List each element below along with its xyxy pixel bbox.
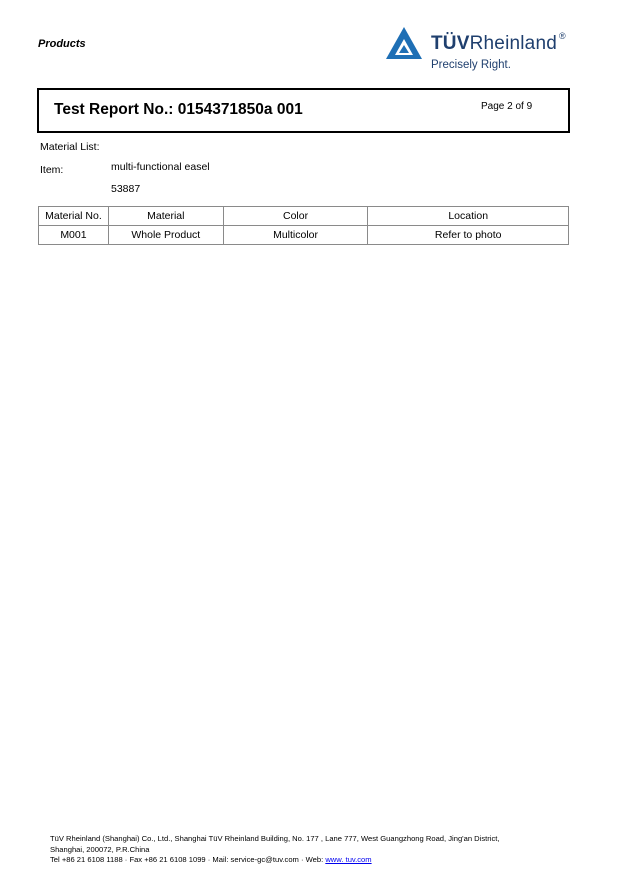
cell-material-no: M001 — [39, 226, 109, 245]
logo-brand — [431, 33, 566, 55]
footer — [50, 834, 499, 866]
footer-web-link[interactable]: www. tuv.com — [325, 855, 372, 864]
header-location: Location — [368, 207, 569, 226]
item-code: 53887 — [111, 183, 141, 195]
cell-location: Refer to photo — [368, 226, 569, 245]
cell-material: Whole Product — [108, 226, 223, 245]
cell-color: Multicolor — [223, 226, 368, 245]
report-header-box — [37, 88, 570, 133]
material-list-heading: Material List: — [40, 141, 100, 153]
footer-address-line1: TüV Rheinland (Shanghai) Co., Ltd., Shanghai TüV Rheinland Building, No. 177 , Lane 777, West Guangzhong Road, Jing'an District, — [50, 834, 500, 843]
material-table — [38, 206, 569, 245]
logo-reg-mark: ® — [558, 31, 566, 41]
footer-contact-line — [50, 855, 499, 866]
header-color: Color — [223, 207, 368, 226]
header-label: Products — [38, 38, 86, 50]
header-material: Material — [108, 207, 223, 226]
header-material-no: Material No. — [39, 207, 109, 226]
logo-brand-rest: Rheinland — [469, 33, 557, 54]
tuv-triangle-icon — [385, 26, 423, 60]
footer-address-line2: Shanghai, 200072, P.R.China — [50, 844, 150, 854]
table-row — [39, 226, 569, 245]
report-title: Test Report No.: 0154371850a 001 — [54, 101, 303, 118]
item-name: multi-functional easel — [111, 161, 210, 173]
item-label: Item: — [40, 164, 64, 176]
logo-slogan: Precisely Right. — [431, 59, 511, 71]
page-number: Page 2 of 9 — [481, 101, 533, 112]
logo-brand-bold: TÜV — [431, 33, 470, 54]
footer-contact-text: Tel +86 21 6108 1188 · Fax +86 21 6108 1099 · Mail: service-gc@tuv.com · Web: — [50, 855, 326, 864]
table-header-row — [39, 207, 569, 226]
tuv-rheinland-logo — [385, 24, 575, 74]
